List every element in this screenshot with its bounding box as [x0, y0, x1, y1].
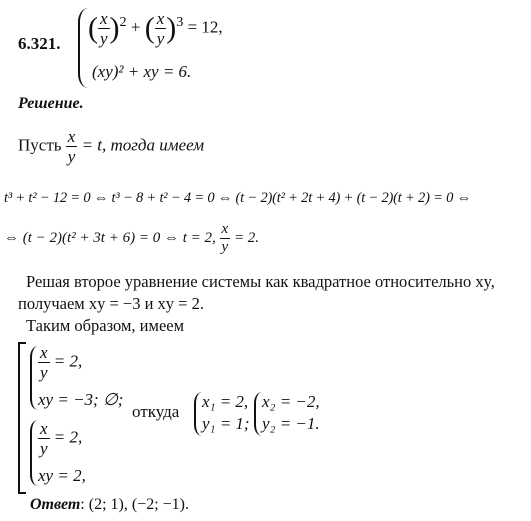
paragraph-1-line-2: получаем xy = −3 и xy = 2. [18, 294, 204, 313]
exponent: 2 [119, 13, 127, 30]
fraction [38, 344, 50, 381]
answer-line [30, 496, 189, 514]
answer-label: Ответ [30, 496, 81, 513]
numerator: x [100, 9, 108, 28]
rhs: = 12, [187, 17, 223, 37]
numerator: x [221, 221, 229, 237]
rhs: = 2, [53, 427, 83, 447]
plus-sign: + [130, 17, 141, 37]
exponent: 3 [176, 13, 184, 30]
result-1-y: y₁ = 1; [202, 414, 250, 433]
denominator: y [156, 29, 165, 48]
equation-2: (xy)² + xy = 6. [92, 62, 192, 81]
answer-text: : (2; 1), (−2; −1). [80, 496, 189, 513]
whence-text: откуда [132, 402, 180, 421]
denominator: y [67, 147, 76, 166]
brace [30, 346, 38, 410]
numerator: x [40, 419, 48, 438]
result-1-x: x₁ = 2, [202, 392, 249, 411]
brace [194, 392, 202, 436]
system-brace [78, 8, 88, 88]
outer-bracket [18, 342, 26, 494]
system-1-eq-2: xy = −3; ∅; [38, 390, 124, 409]
result-2-y: y₂ = −1. [262, 414, 320, 433]
substitution-suffix: = t, тогда имеем [81, 135, 205, 155]
fraction [98, 10, 110, 47]
result-2-x: x₂ = −2, [262, 392, 320, 411]
brace [30, 420, 38, 486]
denominator: y [100, 29, 108, 48]
solution-heading: Решение. [18, 95, 84, 112]
rhs: = 2, [53, 351, 83, 371]
equation-line-1: t³ + t² − 12 = 0 ⇔ t³ − 8 + t² − 4 = 0 ⇔ (t − 2)(t² + 2t + 4) + (t − 2)(t + 2) = 0 ⇔ [4, 190, 471, 206]
numerator: x [67, 127, 76, 146]
equation-1: ( $\frac{x}{y}$ )$^2$ + ( $\frac{x}{y}$ )$^3$ = 12, [88, 9, 223, 48]
problem-number: 6.321. [18, 34, 61, 53]
denominator: y [40, 363, 48, 382]
substitution-line [18, 128, 204, 165]
numerator: x [40, 343, 48, 362]
fraction [220, 222, 231, 255]
system-2-eq-2: xy = 2, [38, 466, 86, 485]
paragraph-1-line-1: Решая второе уравнение системы как квадратное относительно xy, [26, 272, 495, 291]
fraction [66, 128, 78, 165]
paragraph-2: Таким образом, имеем [26, 316, 185, 335]
system-2-eq-1 [38, 420, 82, 457]
brace [254, 392, 262, 436]
fraction [38, 420, 50, 457]
equation-line-2-part-b: = 2. [233, 229, 260, 246]
substitution-prefix: Пусть [18, 135, 62, 155]
denominator: y [40, 439, 48, 458]
denominator: y [221, 239, 229, 255]
numerator: x [156, 9, 165, 28]
equation-line-2 [4, 222, 259, 255]
system-1-eq-1 [38, 344, 82, 381]
equation-line-2-part-a: ⇔ (t − 2)(t² + 3t + 6) = 0 ⇔ t = 2, [4, 229, 216, 246]
fraction [155, 10, 167, 47]
